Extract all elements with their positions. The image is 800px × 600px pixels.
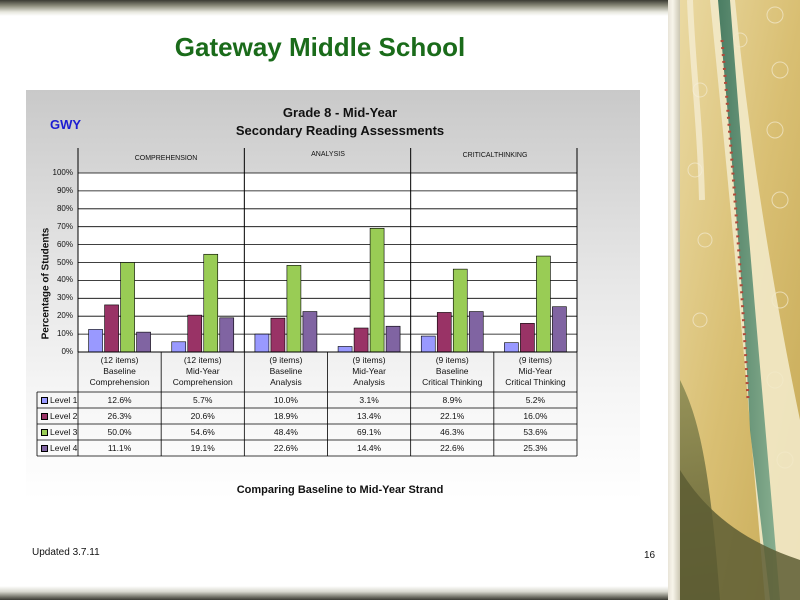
table-value-cell: 50.0%	[107, 427, 132, 437]
legend-entry	[37, 424, 80, 440]
category-label-line: (9 items)	[352, 355, 386, 365]
legend-swatch	[41, 429, 48, 436]
table-value-cell: 5.2%	[525, 395, 546, 405]
bar-level-2	[188, 315, 202, 352]
bar-level-4	[220, 318, 234, 352]
bar-level-2	[271, 318, 285, 352]
slide-title: Gateway Middle School	[174, 32, 466, 62]
table-value-cell: 11.1%	[107, 443, 132, 453]
category-label-line: Critical Thinking	[505, 377, 566, 387]
y-tick-label: 50%	[56, 257, 73, 267]
bar-level-1	[89, 329, 103, 352]
category-label	[78, 355, 161, 388]
bar-level-1	[504, 343, 518, 352]
table-value-cell: 12.6%	[107, 395, 132, 405]
legend-entry	[37, 408, 80, 424]
category-label-line: Mid-Year	[185, 366, 220, 376]
bar-level-3	[204, 254, 218, 352]
school-code-label: GWY	[50, 117, 82, 132]
table-value-cell: 13.4%	[357, 411, 382, 421]
bar-level-1	[255, 334, 269, 352]
category-label-line: Mid-Year	[352, 366, 386, 376]
bar-level-4	[386, 326, 400, 352]
chart-title-line2: Secondary Reading Assessments	[235, 123, 445, 138]
legend-entry	[37, 440, 80, 456]
table-value-cell: 22.6%	[440, 443, 465, 453]
y-tick-label: 70%	[56, 221, 73, 231]
category-label-line: Baseline	[435, 366, 469, 376]
category-label	[494, 355, 577, 388]
table-value-cell: 10.0%	[273, 395, 298, 405]
bar-level-1	[338, 346, 352, 352]
category-label	[161, 355, 244, 388]
y-tick-label: 0%	[61, 347, 73, 356]
table-value-cell: 22.1%	[440, 411, 465, 421]
category-label	[328, 355, 411, 388]
category-label-line: Baseline	[269, 366, 303, 376]
category-label-line: (12 items)	[183, 355, 222, 365]
bar-level-2	[354, 328, 368, 352]
bar-level-3	[370, 228, 384, 352]
category-label-line: Analysis	[270, 377, 302, 387]
legend-label: Level 2	[50, 411, 78, 421]
table-value-cell: 20.6%	[190, 411, 215, 421]
category-label-line: Mid-Year	[518, 366, 553, 376]
y-tick-label: 40%	[56, 275, 73, 285]
bar-level-3	[453, 269, 467, 352]
table-value-cell: 8.9%	[442, 395, 462, 405]
updated-date: Updated 3.7.11	[32, 547, 100, 558]
section-label-comprehension: COMPREHENSION	[134, 155, 198, 162]
table-value-cell: 53.6%	[523, 427, 548, 437]
y-tick-label: 60%	[56, 239, 73, 249]
y-tick-label: 20%	[56, 311, 73, 321]
table-value-cell: 46.3%	[440, 427, 465, 437]
bar-level-4	[303, 312, 317, 352]
bar-level-2	[105, 305, 119, 352]
table-value-cell: 19.1%	[190, 443, 215, 453]
table-value-cell: 5.7%	[193, 395, 213, 405]
table-value-cell: 14.4%	[357, 443, 382, 453]
category-label-line: Comprehension	[172, 377, 233, 387]
category-label-line: Baseline	[103, 366, 136, 376]
table-value-cell: 25.3%	[523, 443, 548, 453]
category-label-line: (12 items)	[100, 355, 139, 365]
category-label-line: Critical Thinking	[422, 377, 483, 387]
legend-label: Level 4	[50, 443, 78, 453]
bar-level-2	[520, 323, 534, 352]
legend-label: Level 3	[50, 427, 78, 437]
category-label-line: Analysis	[353, 377, 385, 387]
y-tick-label: 90%	[56, 185, 73, 195]
y-tick-label: 100%	[52, 168, 73, 177]
category-label-line: (9 items)	[269, 355, 303, 365]
table-value-cell: 22.6%	[273, 443, 298, 453]
category-label	[244, 355, 327, 388]
bar-level-3	[287, 265, 301, 352]
bar-level-4	[469, 312, 483, 352]
bar-level-2	[437, 312, 451, 352]
table-value-cell: 48.4%	[273, 427, 298, 437]
category-label-line: Comprehension	[89, 377, 150, 387]
category-label-line: (9 items)	[518, 355, 552, 365]
y-tick-label: 10%	[56, 329, 73, 339]
bar-level-4	[552, 307, 566, 352]
chart-title-line1: Grade 8 - Mid-Year	[282, 105, 398, 120]
y-tick-label: 30%	[56, 293, 73, 303]
legend-swatch	[41, 413, 48, 420]
legend-label: Level 1	[50, 395, 78, 405]
legend-swatch	[41, 397, 48, 404]
category-label	[411, 355, 494, 388]
bar-level-3	[121, 263, 135, 353]
table-value-cell: 26.3%	[107, 411, 132, 421]
category-label-line: (9 items)	[435, 355, 469, 365]
bar-level-4	[137, 332, 151, 352]
table-value-cell: 54.6%	[190, 427, 215, 437]
page-number: 16	[644, 550, 656, 561]
table-value-cell: 69.1%	[357, 427, 382, 437]
legend-entry	[37, 392, 80, 408]
table-value-cell: 16.0%	[523, 411, 548, 421]
section-label-criticalthinking: CRITICALTHINKING	[462, 152, 528, 159]
y-axis-label: Percentage of Students	[40, 227, 52, 340]
table-value-cell: 3.1%	[359, 395, 379, 405]
legend-swatch	[41, 445, 48, 452]
table-value-cell: 18.9%	[273, 411, 298, 421]
bar-level-1	[172, 342, 186, 352]
x-axis-caption: Comparing Baseline to Mid-Year Strand	[236, 484, 444, 496]
section-label-analysis: ANALYSIS	[311, 151, 345, 158]
bar-level-1	[421, 336, 435, 352]
y-tick-label: 80%	[56, 203, 73, 213]
bar-level-3	[536, 256, 550, 352]
